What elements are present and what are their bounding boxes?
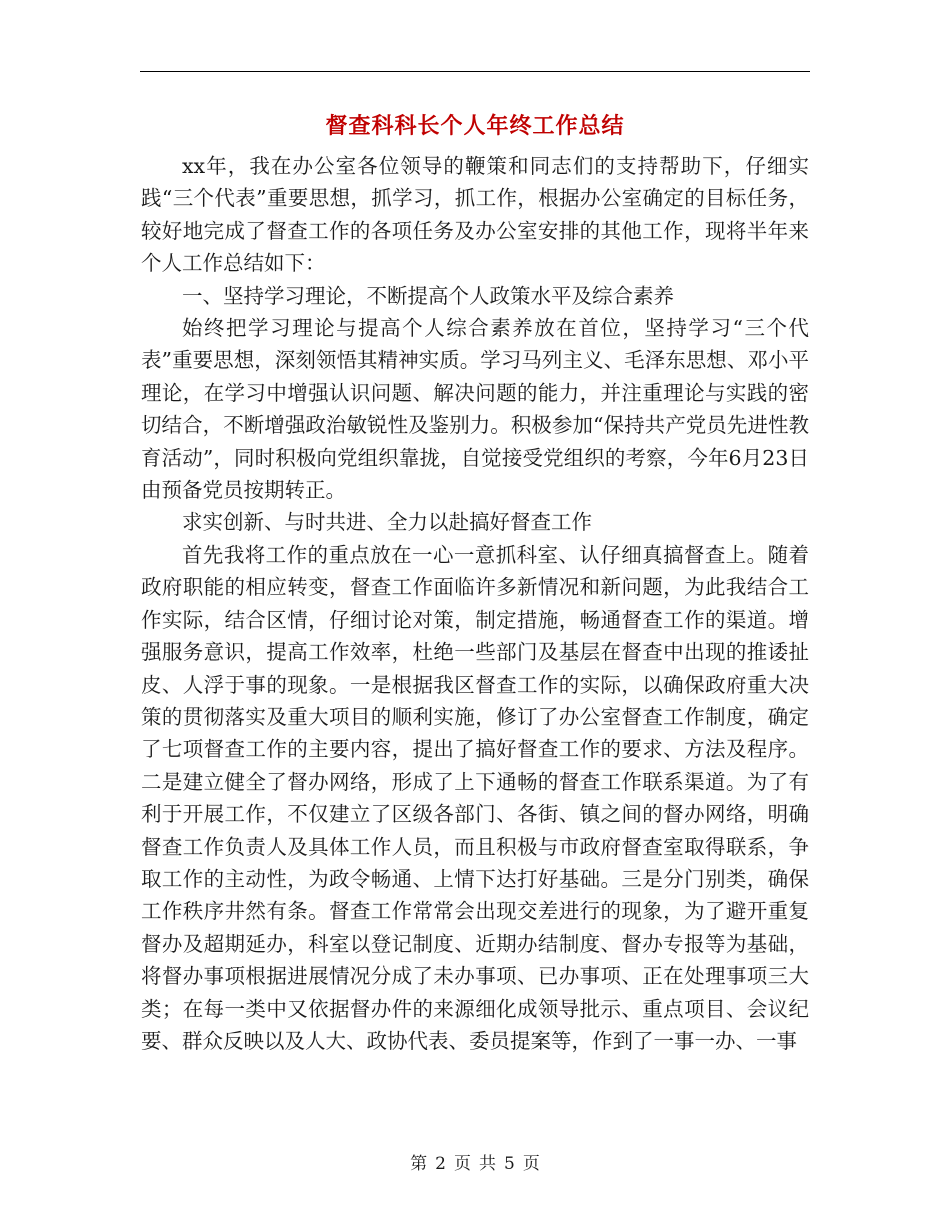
footer-page-number: 2 xyxy=(435,1154,446,1174)
header-rule xyxy=(140,71,810,72)
document-title: 督查科科长个人年终工作总结 xyxy=(325,113,625,139)
paragraph-study: 始终把学习理论与提高个人综合素养放在首位，坚持学习“三个代表”重要思想，深刻领悟其精神实质。学习马列主义、毛泽东思想、邓小平理论，在学习中增强认识问题、解决问题的能力，并注重理论与实践的密切结合，不断增强政治敏锐性及鉴别力。积极参加“保持共产党员先进性教育活动”，同时积极向党组织靠拢，自觉接受党组织的考察，今年6月23日由预备党员按期转正。 xyxy=(141,316,809,503)
footer-total-pages: 5 xyxy=(504,1154,515,1174)
section-heading-2: 求实创新、与时共进、全力以赴搞好督查工作 xyxy=(182,510,592,535)
footer-page-word: 页 xyxy=(454,1154,471,1174)
footer-total-word: 共 xyxy=(479,1154,496,1174)
paragraph-intro: xx年，我在办公室各位领导的鞭策和同志们的支持帮助下，仔细实践“三个代表”重要思想，抓学习，抓工作，根据办公室确定的目标任务，较好地完成了督查工作的各项任务及办公室安排的其他工作，现将半年来个人工作总结如下： xyxy=(141,154,809,276)
document-body xyxy=(141,150,809,1057)
section-heading-1: 一、坚持学习理论，不断提高个人政策水平及综合素养 xyxy=(182,283,674,308)
footer-suffix: 页 xyxy=(522,1154,540,1174)
footer-prefix: 第 xyxy=(410,1154,428,1174)
page-footer xyxy=(0,1152,950,1176)
paragraph-supervision: 首先我将工作的重点放在一心一意抓科室、认仔细真搞督查上。随着政府职能的相应转变，督查工作面临许多新情况和新问题，为此我结合工作实际，结合区情，仔细讨论对策，制定措施，畅通督查工作的渠道。增强服务意识，提高工作效率，杜绝一些部门及基层在督查中出现的推诿扯皮、人浮于事的现象。一是根据我区督查工作的实际，以确保政府重大决策的贯彻落实及重大项目的顺利实施，修订了办公室督查工作制度，确定了七项督查工作的主要内容，提出了搞好督查工作的要求、方法及程序。二是建立健全了督办网络，形成了上下通畅的督查工作联系渠道。为了有利于开展工作，不仅建立了区级各部门、各街、镇之间的督办网络，明确督查工作负责人及具体工作人员，而且积极与市政府督查室取得联系，争取工作的主动性，为政令畅通、上情下达打好基础。三是分门别类，确保工作秩序井然有条。督查工作常常会出现交差进行的现象，为了避开重复督办及超期延办，科室以登记制度、近期办结制度、督办专报等为基础，将督办事项根据进展情况分成了未办事项、已办事项、正在处理事项三大类；在每一类中又依据督办件的来源细化成领导批示、重点项目、会议纪要、群众反映以及人大、政协代表、委员提案等，作到了一事一办、一事 xyxy=(141,542,809,1053)
